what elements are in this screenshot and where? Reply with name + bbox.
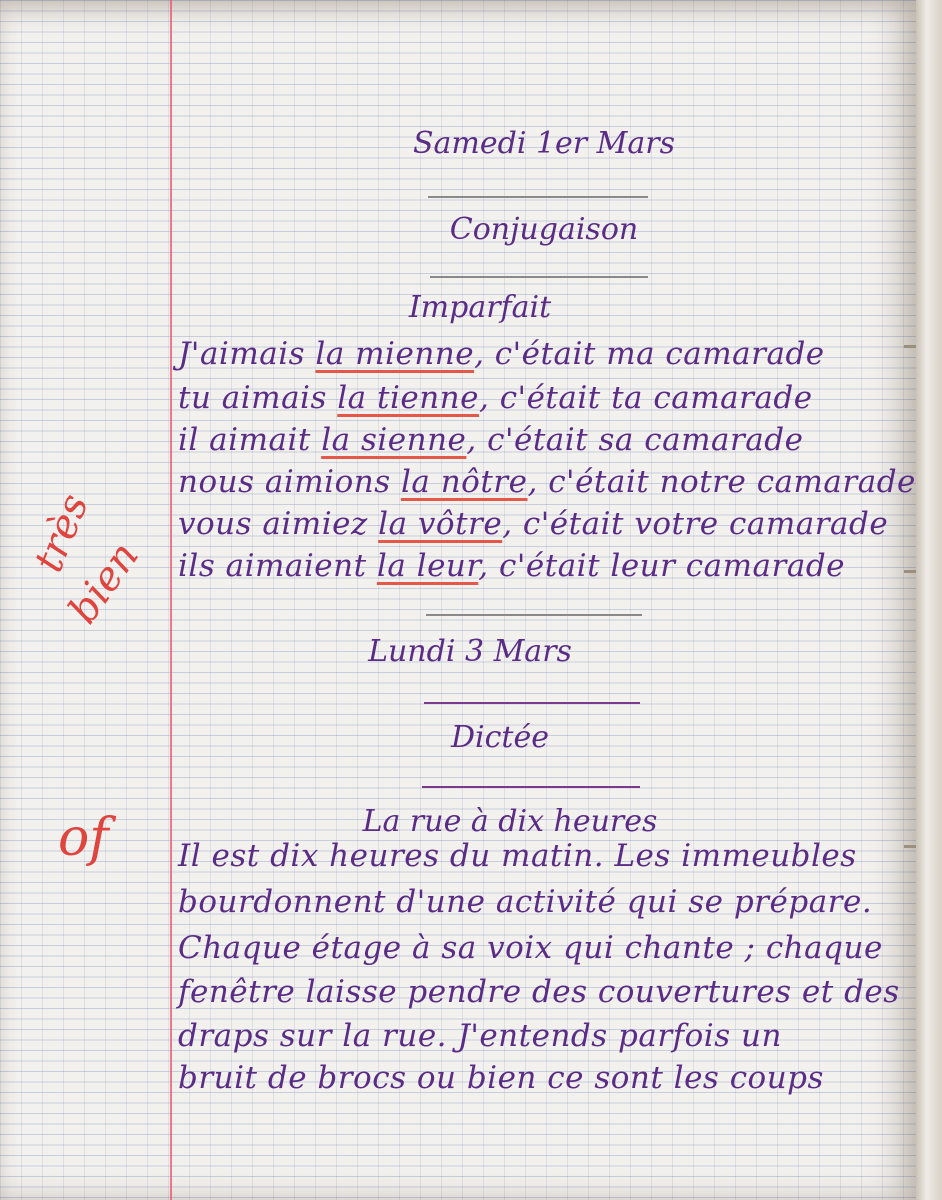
possessive-pronoun: la nôtre [400,464,528,500]
sentence-rest: , c'était ta camarade [478,380,813,416]
section-heading-conjugaison: Conjugaison [449,212,639,247]
sentence-rest: , c'était sa camarade [466,422,804,458]
teacher-note-tres: très [25,487,98,579]
possessive-pronoun: la leur [376,548,479,584]
verb-form: nous aimions [178,464,401,500]
dictation-line: fenêtre laisse pendre des couvertures et des [178,974,900,1010]
verb-form: J'aimais [178,336,316,372]
possessive-pronoun: la sienne [321,422,467,458]
subsection-heading-imparfait: Imparfait [408,290,552,325]
margin-line [170,0,172,1200]
divider [422,786,640,788]
verb-form: tu aimais [178,380,338,416]
date-heading-1: Samedi 1er Mars [412,126,676,161]
possessive-pronoun: la mienne [315,336,475,372]
conjugation-line [178,336,825,372]
conjugation-line [178,506,888,542]
dictation-line: bruit de brocs ou bien ce sont les coups [178,1060,824,1096]
sentence-rest: , c'était votre camarade [502,506,889,542]
divider [424,702,640,704]
dictation-line: Il est dix heures du matin. Les immeubles [178,838,857,874]
date-heading-2: Lundi 3 Mars [368,634,572,669]
dictation-line: bourdonnent d'une activité qui se prépare. [178,884,873,920]
verb-form: ils aimaient [178,548,377,584]
dictation-line: Chaque étage à sa voix qui chante ; chaque [178,930,883,966]
verb-form: il aimait [178,422,322,458]
conjugation-line [178,548,845,584]
binding-stitch [904,345,916,348]
sentence-rest: , c'était leur camarade [478,548,846,584]
binding-stitch [904,845,916,848]
conjugation-line [178,380,813,416]
dictation-line: draps sur la rue. J'entends parfois un [178,1018,782,1054]
sentence-rest: , c'était notre camarade [527,464,916,500]
verb-form: vous aimiez [178,506,379,542]
sentence-rest: , c'était ma camarade [474,336,825,372]
conjugation-line [178,464,916,500]
teacher-mark-of: of [58,808,109,868]
divider [428,196,648,198]
teacher-note-bien: bien [59,533,148,633]
possessive-pronoun: la tienne [337,380,479,416]
section-heading-dictee: Dictée [450,720,549,755]
conjugation-line [178,422,803,458]
divider [430,276,648,278]
subsection-heading-dictation: La rue à dix heures [362,804,658,839]
divider [426,614,642,616]
possessive-pronoun: la vôtre [378,506,503,542]
notebook-spine [916,0,942,1200]
binding-stitch [904,570,916,573]
